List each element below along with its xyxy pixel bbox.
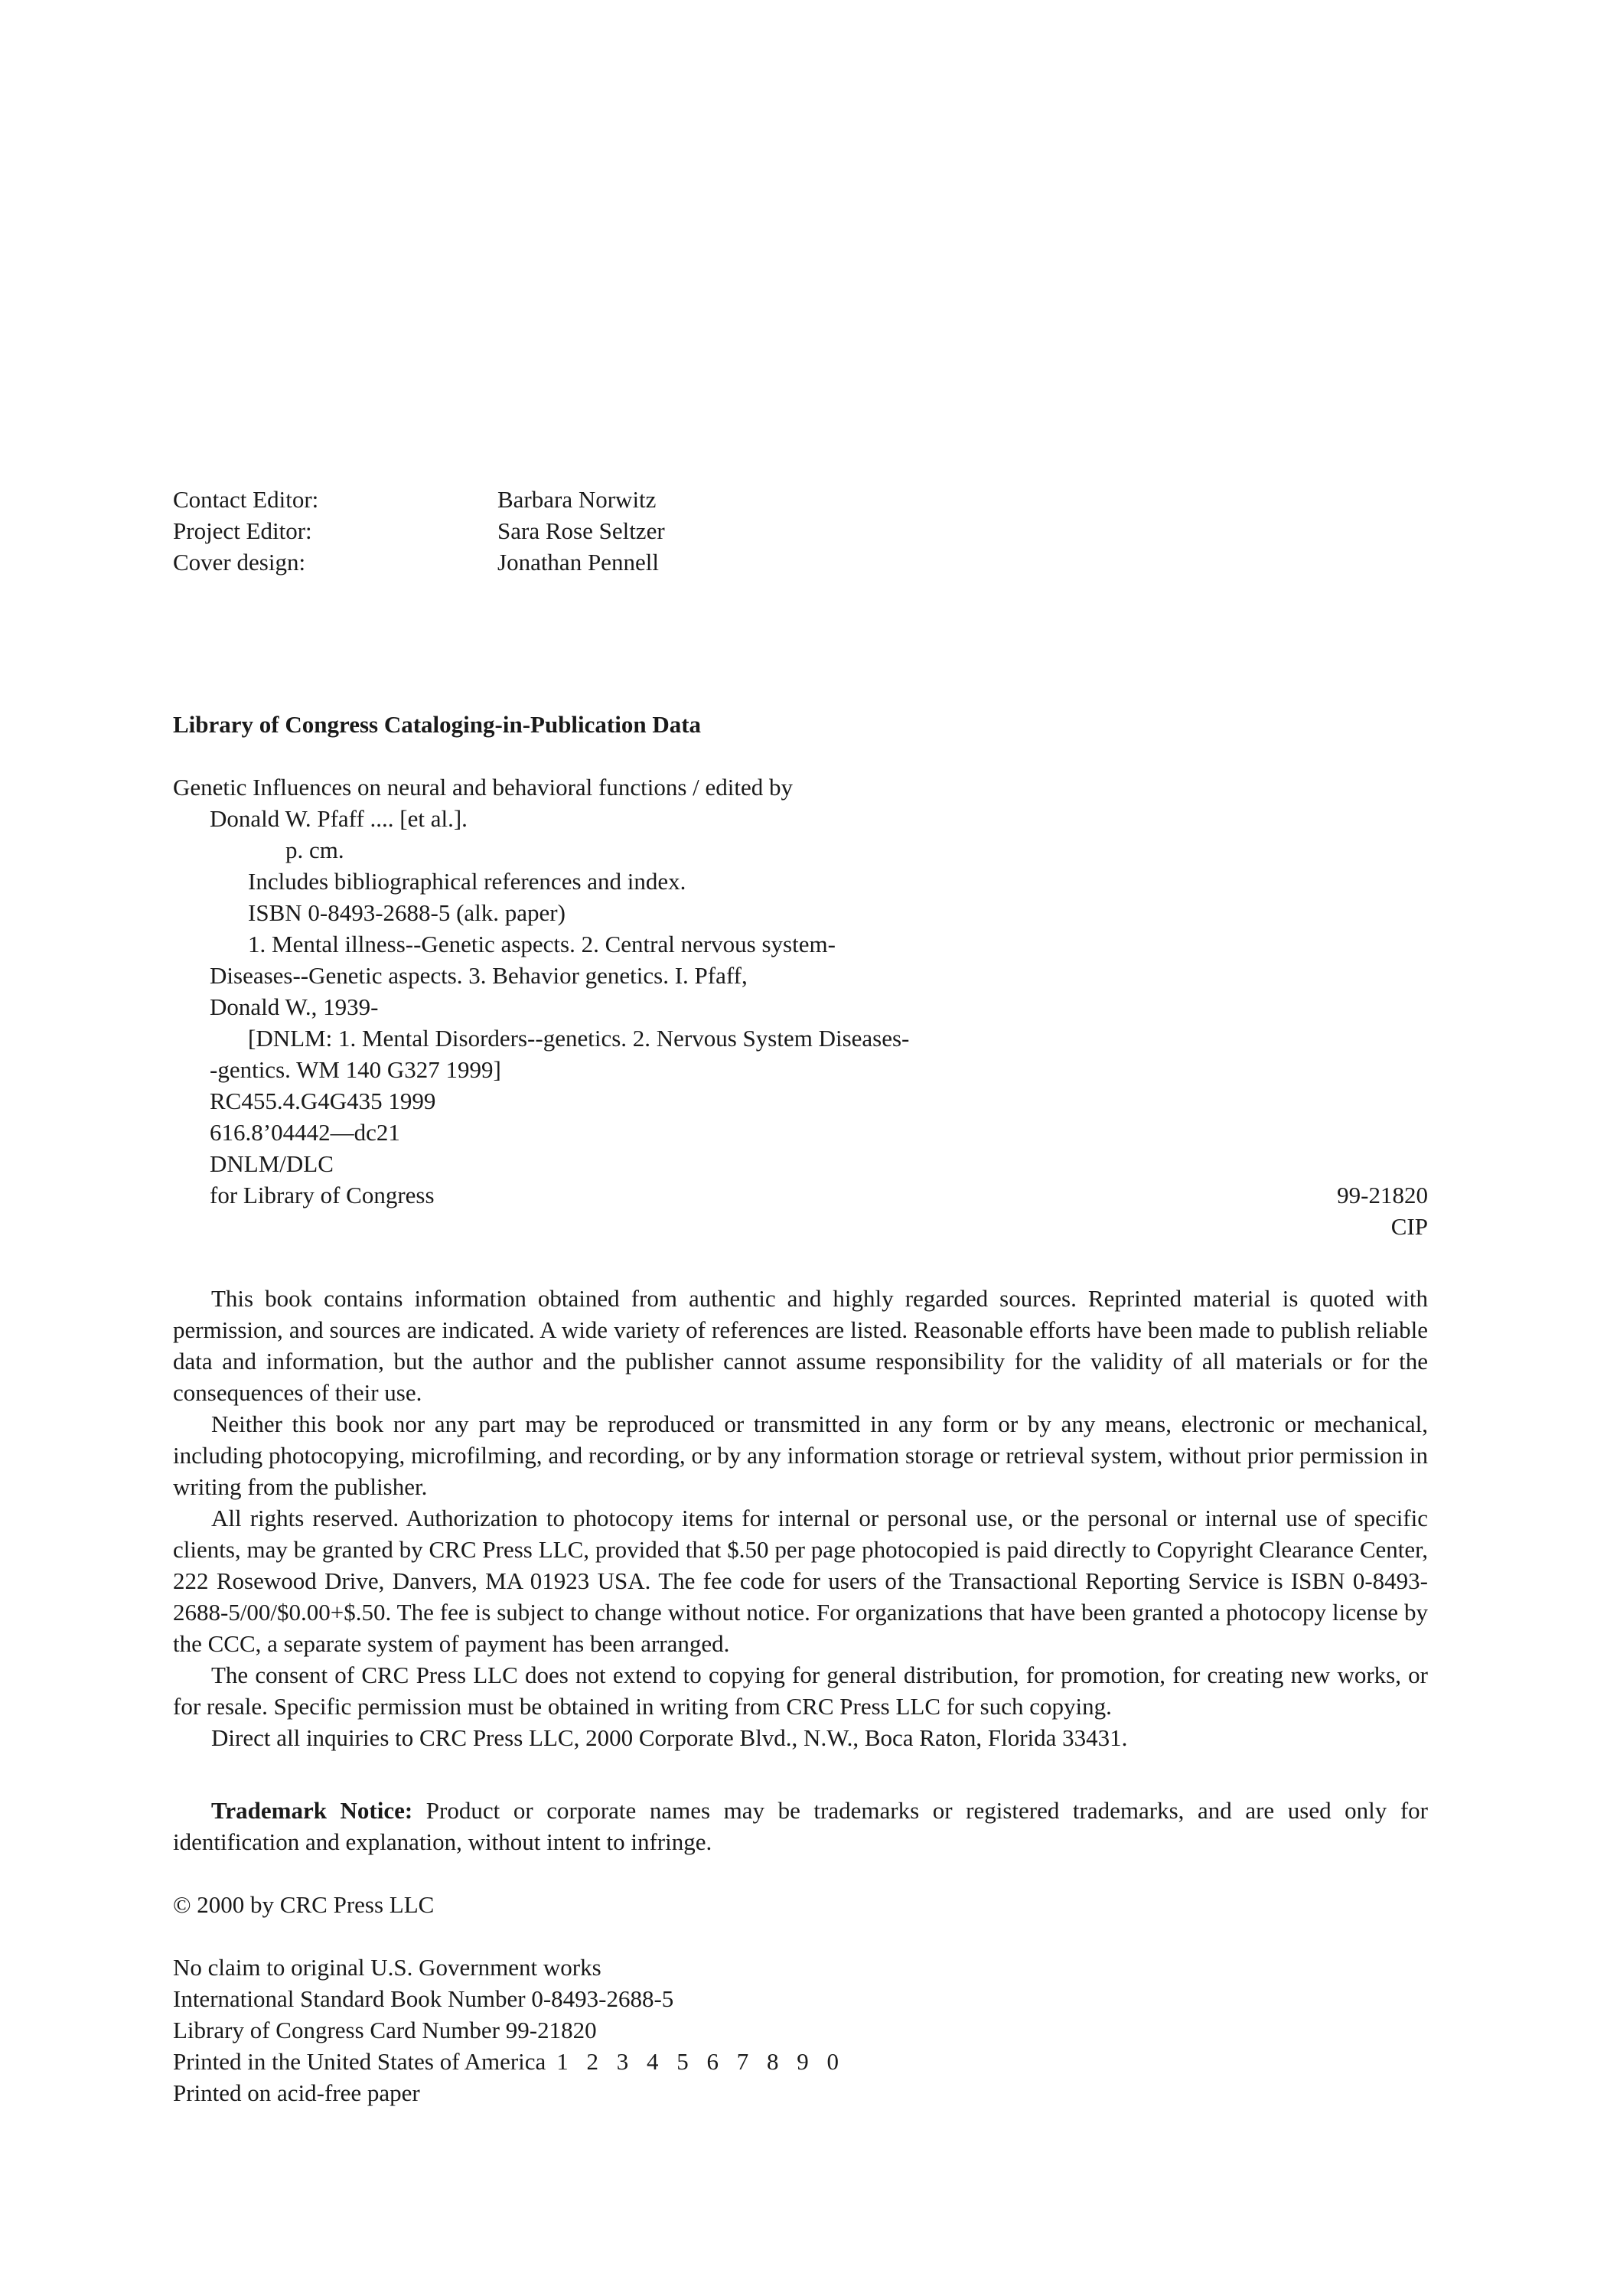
paper-line: Printed on acid-free paper bbox=[173, 2079, 420, 2106]
legal-paragraph: The consent of CRC Press LLC does not extend to copying for general distribution, for promotion, for creating new works, or for resale. Specific permission must be obtained in writing from CRC Press LLC for such copying. bbox=[173, 1662, 1428, 1720]
credit-project-editor bbox=[173, 515, 862, 546]
cip-line: 1. Mental illness--Genetic aspects. 2. Central nervous system- bbox=[248, 931, 836, 957]
cip-line: ISBN 0-8493-2688-5 (alk. paper) bbox=[248, 899, 566, 926]
cip-line: 616.8’04442—dc21 bbox=[210, 1119, 400, 1146]
no-claim-line: No claim to original U.S. Government works bbox=[173, 1954, 601, 1981]
cip-line-cip bbox=[173, 1211, 1428, 1242]
credit-role: Contact Editor: bbox=[173, 486, 319, 513]
credit-cover-design bbox=[173, 546, 862, 578]
cip-line-lc bbox=[173, 1179, 1428, 1211]
legal-paragraph: All rights reserved. Authorization to photocopy items for internal or personal use, or the personal or internal use of specific clients, may be granted by CRC Press LLC, provided that $.50 per page photocopied is paid directly to Copyright Clearance Center, 222 Rosewood Drive, Danvers, MA 01923 USA. The fee code for users of the Transactional Reporting Service is ISBN 0-8493-2688-5/00/$0.00+$.50. The fee is subject to change without notice. For organizations that have been granted a photocopy license by the CCC, a separate system of payment has been arranged. bbox=[173, 1505, 1428, 1657]
cip-heading: Library of Congress Cataloging-in-Publication Data bbox=[173, 711, 702, 738]
cip-line: Donald W. Pfaff .... [et al.]. bbox=[210, 805, 468, 832]
cip-line: Genetic Influences on neural and behavioral functions / edited by bbox=[173, 774, 794, 801]
trademark-notice bbox=[173, 1795, 1428, 1857]
trademark-text: Product or corporate names may be trademarks or registered trademarks, and are used only for identification and explanation, without intent to infringe. bbox=[173, 1797, 1428, 1855]
printed-in-text: Printed in the United States of America bbox=[173, 2048, 546, 2075]
cip-line-text: for Library of Congress bbox=[210, 1182, 435, 1208]
cip-line: DNLM/DLC bbox=[210, 1150, 334, 1177]
cip-line: -gentics. WM 140 G327 1999] bbox=[210, 1056, 501, 1083]
lccn-line: Library of Congress Card Number 99-21820 bbox=[173, 2017, 597, 2043]
credit-name: Barbara Norwitz bbox=[497, 486, 657, 513]
cip-line: Donald W., 1939- bbox=[210, 993, 379, 1020]
isbn-line: International Standard Book Number 0-8493-2688-5 bbox=[173, 1985, 674, 2012]
cip-line: Includes bibliographical references and index. bbox=[248, 868, 686, 895]
legal-notice bbox=[173, 1283, 1428, 1753]
cip-line: Diseases--Genetic aspects. 3. Behavior genetics. I. Pfaff, bbox=[210, 962, 748, 989]
legal-paragraph: This book contains information obtained from authentic and highly regarded sources. Reprinted material is quoted with permission, and sources are indicated. A wide variety of references are listed. Reasonable efforts have been made to publish reliable data and information, but the author and the publisher cannot assume responsibility for the validity of all materials or for the consequences of their use. bbox=[173, 1285, 1428, 1406]
credit-role: Cover design: bbox=[173, 549, 306, 576]
cip-line: [DNLM: 1. Mental Disorders--genetics. 2. Nervous System Diseases- bbox=[248, 1025, 910, 1052]
trademark-label: Trademark Notice: bbox=[211, 1797, 413, 1824]
credit-role: Project Editor: bbox=[173, 517, 312, 544]
credit-name: Jonathan Pennell bbox=[497, 549, 659, 576]
cip-record bbox=[173, 771, 1428, 1242]
copyright-line: © 2000 by CRC Press LLC bbox=[173, 1891, 435, 1918]
legal-paragraph: Direct all inquiries to CRC Press LLC, 2000 Corporate Blvd., N.W., Boca Raton, Florida 33431. bbox=[211, 1724, 1128, 1751]
cip-line: p. cm. bbox=[285, 837, 344, 863]
print-info bbox=[173, 1952, 845, 2108]
printed-in-line bbox=[173, 2046, 845, 2077]
credit-name: Sara Rose Seltzer bbox=[497, 517, 665, 544]
cip-lccn: 99-21820 bbox=[1337, 1182, 1428, 1208]
editorial-credits bbox=[173, 484, 862, 578]
printer-key: 1 2 3 4 5 6 7 8 9 0 bbox=[556, 2048, 846, 2075]
credit-contact-editor bbox=[173, 484, 862, 515]
legal-paragraph: Neither this book nor any part may be reproduced or transmitted in any form or by any means, electronic or mechanical, including photocopying, microfilming, and recording, or by any information storage or retrieval system, without prior permission in writing from the publisher. bbox=[173, 1411, 1428, 1500]
cip-line: RC455.4.G4G435 1999 bbox=[210, 1088, 436, 1114]
cip-label: CIP bbox=[1390, 1213, 1428, 1240]
